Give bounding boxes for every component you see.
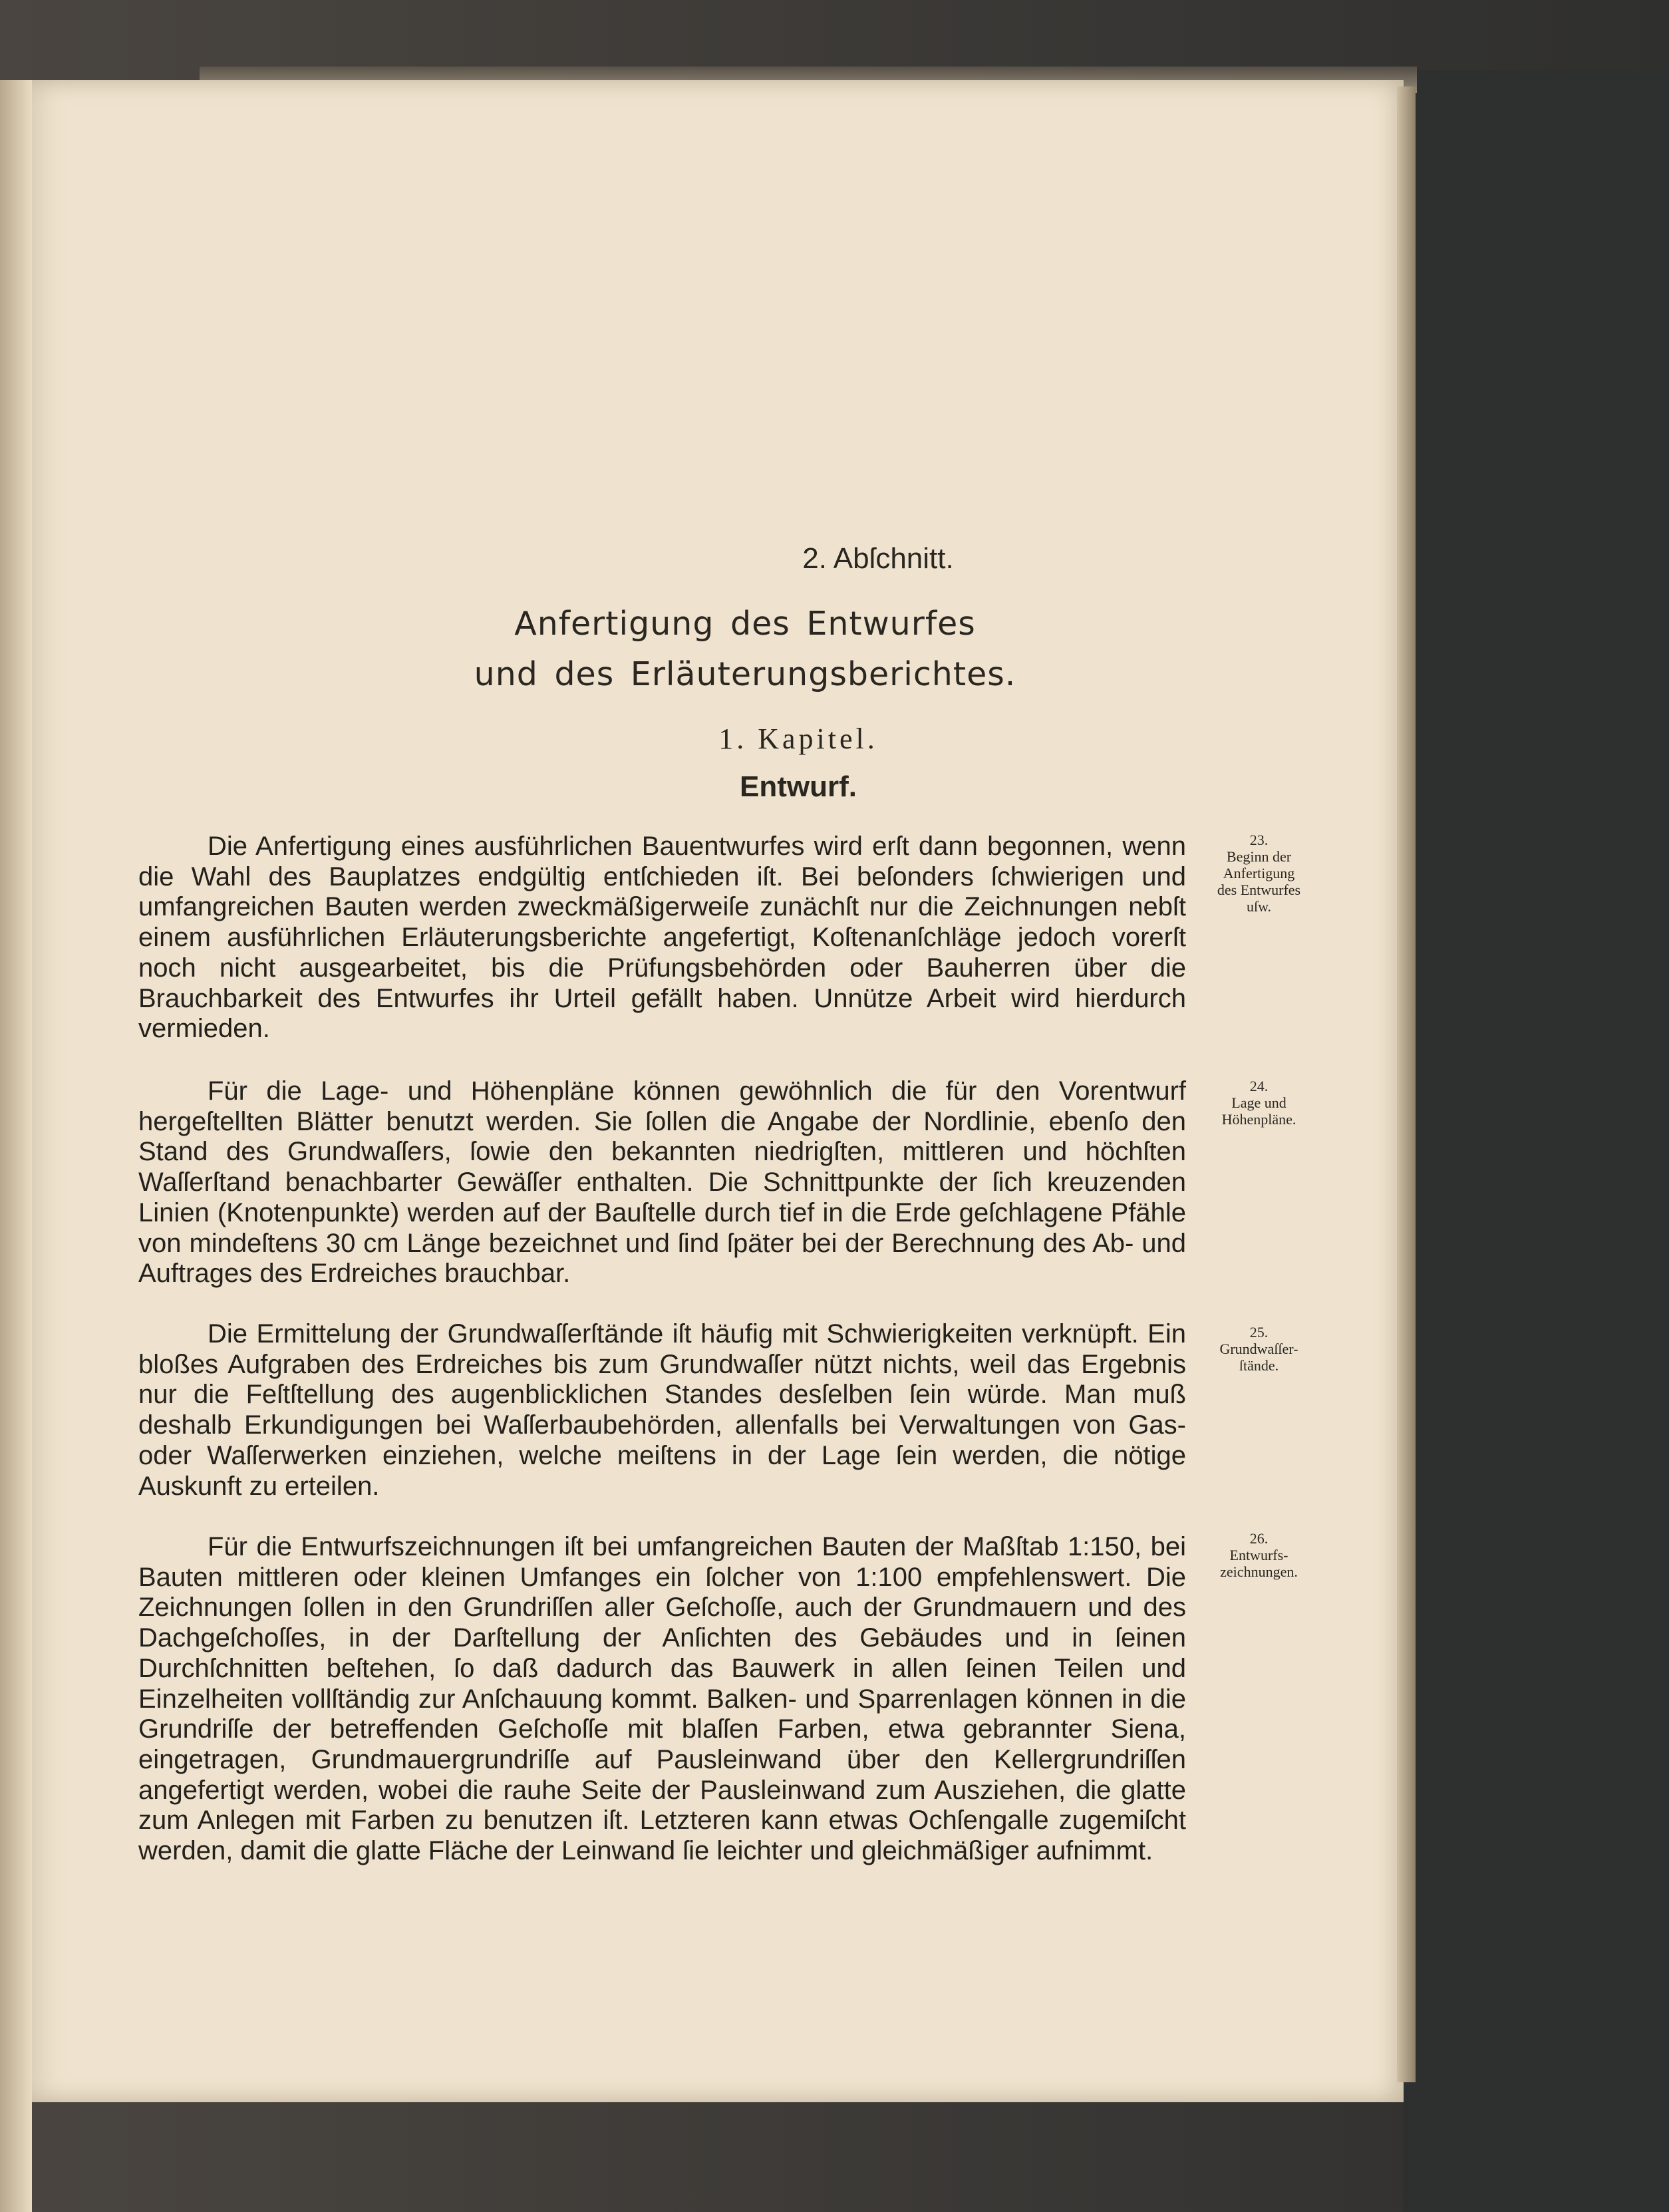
section-title-line: Anfertigung des Entwurfes — [514, 605, 976, 643]
margin-note-26 — [1197, 1530, 1320, 1580]
margin-note-number: 24. — [1249, 1078, 1269, 1094]
paragraph-24: Für die Lage- und Höhenpläne können gewöhnlich die für den Vorentwurf hergeſtellten Blätter benutzt werden. Sie ſollen die Angabe der Nordlinie, ebenſo den Stand des Grundwaſſers, ſowie den bekannten niedrigſten, mittleren und höchſten Waſſerſtand benachbarter Gewäſſer enthalten. Die Schnittpunkte der ſich kreuzenden Linien (Knotenpunkte) werden auf der Bauſtelle durch tief in die Erde geſchlagene Pfähle von mindeſtens 30 cm Länge bezeichnet und ſind ſpäter bei der Berechnung des Ab- und Auftrages des Erdreiches brauchbar. — [138, 1076, 1186, 1289]
book-cover-edge — [1403, 70, 1669, 2212]
margin-note-line: Anfertigung — [1223, 865, 1295, 881]
margin-note-25 — [1197, 1324, 1320, 1374]
margin-note-line: Höhenpläne. — [1221, 1111, 1296, 1128]
section-title — [359, 599, 1131, 700]
margin-note-number: 25. — [1249, 1324, 1269, 1341]
margin-note-24 — [1197, 1078, 1320, 1128]
paragraph-26: Für die Entwurfszeichnungen iſt bei umfangreichen Bauten der Maßſtab 1:150, bei Bauten mittleren oder kleinen Umfanges ein ſolcher von 1:100 empfehlenswert. Die Zeichnungen ſollen in den Grundriſſen aller Geſchoſſe, auch der Grundmauern und des Dachgeſchoſſes, in der Darſtellung der Anſichten des Gebäudes und in ſeinen Durchſchnitten beſtehen, ſo daß dadurch das Bauwerk in allen ſeinen Teilen und Einzelheiten vollſtändig zur Anſchauung kommt. Balken- und Sparrenlagen können in die Grundriſſe der betreffenden Geſchoſſe mit blaſſen Farben, etwa gebrannter Siena, eingetragen, Grundmauergrundriſſe auf Pausleinwand über den Kellergrundriſſen angefertigt werden, wobei die rauhe Seite der Pausleinwand zum Ausziehen, die glatte zum Anlegen mit Farben zu benutzen iſt. Letzteren kann etwas Ochſengalle zugemiſcht werden, damit die glatte Fläche der Leinwand ſie leichter und gleichmäßiger aufnimmt. — [138, 1532, 1186, 1866]
margin-note-line: zeichnungen. — [1220, 1563, 1298, 1580]
margin-note-line: Entwurfs- — [1229, 1547, 1289, 1563]
chapter-title: Entwurf. — [740, 770, 857, 803]
margin-note-23 — [1197, 832, 1320, 915]
section-heading: 2. Abſchnitt. — [802, 542, 954, 575]
margin-note-number: 26. — [1249, 1530, 1269, 1547]
section-title-line: und des Erläuterungsberichtes. — [474, 655, 1016, 693]
margin-note-number: 23. — [1249, 832, 1269, 848]
margin-note-line: Grundwaſſer- — [1219, 1341, 1298, 1357]
margin-note-line: Lage und — [1231, 1094, 1287, 1111]
paragraph-25: Die Ermittelung der Grundwaſſerſtände iſt häufig mit Schwierigkeiten verknüpft. Ein bloßes Aufgraben des Erdreiches bis zum Grundwaſſer nützt nichts, weil das Ergebnis nur die Feſtſtellung des augenblicklichen Standes desſelben ſein würde. Man muß deshalb Erkundigungen bei Waſſerbaubehörden, allenfalls bei Verwaltungen von Gas- oder Waſſerwerken einziehen, welche meiſtens in der Lage ſein werden, die nötige Auskunft zu erteilen. — [138, 1319, 1186, 1501]
page-fore-edge — [1397, 86, 1416, 2082]
margin-note-line: Beginn der — [1226, 848, 1292, 865]
facing-page-edge — [0, 80, 32, 2212]
margin-note-line: uſw. — [1246, 898, 1272, 915]
margin-note-line: ſtände. — [1239, 1357, 1279, 1374]
chapter-heading: 1. Kapitel. — [718, 722, 878, 755]
paragraph-23: Die Anfertigung eines ausführlichen Bauentwurfes wird erſt dann begonnen, wenn die Wahl des Bauplatzes endgültig entſchieden iſt. Bei beſonders ſchwierigen und umfangreichen Bauten werden zweckmäßigerweiſe zunächſt nur die Zeichnungen nebſt einem ausführlichen Erläuterungsberichte angefertigt, Koſtenanſchläge jedoch vorerſt noch nicht ausgearbeitet, bis die Prüfungsbehörden oder Bauherren über die Brauchbarkeit des Entwurfes ihr Urteil gefällt haben. Unnütze Arbeit wird hierdurch vermieden. — [138, 832, 1186, 1044]
margin-note-line: des Entwurfes — [1217, 881, 1301, 898]
